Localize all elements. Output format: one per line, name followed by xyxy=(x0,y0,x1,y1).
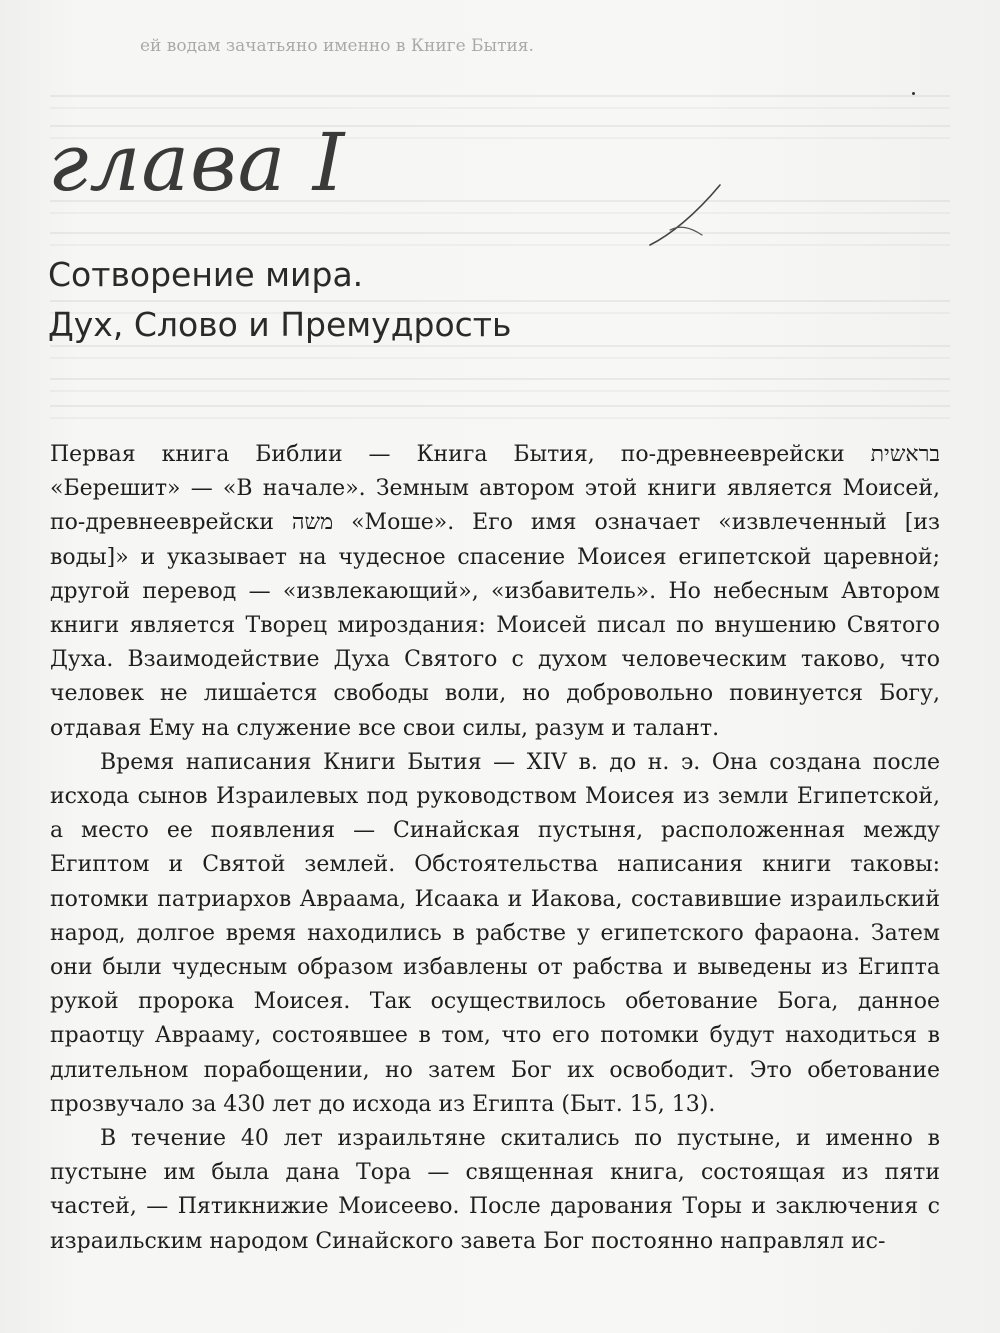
chapter-title-line-2: Дух, Слово и Премудрость xyxy=(48,305,512,344)
chapter-title-line-1: Сотворение мира. xyxy=(48,255,364,294)
paragraph: Первая книга Библии — Книга Бытия, по-древнееврейски בראשית «Берешит» — «В начале». Земным автором этой книги является Моисей, по-древнееврейски משה «Моше». Его имя означает «извлеченный [из воды]» и указывает на чудесное спасение Моисея египетской царевной; другой перевод — «извлекающий», «избавитель». Но небесным Автором книги является Творец мироздания: Моисей писал по внушению Святого Духа. Взаимодействие Духа Святого с духом человеческим таково, что человек не лишается свободы воли, но добровольно повинуется Богу, отдавая Ему на служение все свои силы, разум и талант. xyxy=(50,442,940,741)
bleed-through-line xyxy=(50,405,950,419)
chapter-title xyxy=(48,250,511,350)
bleed-through-fragment: ей водам зачатьяно именно в Книге Бытия. xyxy=(140,36,534,56)
bleed-through-line xyxy=(50,378,950,392)
bleed-through-line xyxy=(50,232,950,246)
chapter-number: глава I xyxy=(48,116,346,209)
body-text xyxy=(50,438,940,1259)
paragraph: Время написания Книги Бытия — XIV в. до н. э. Она создана после исхода сынов Израилевых под руководством Моисея из земли Египетской, а место ее появления — Синайская пустыня, расположенная между Египтом и Святой землей. Обстоятельства написания книги таковы: потомки патриархов Авраама, Исаака и Иакова, составившие израильский народ, долгое время находились в рабстве у египетского фараона. Затем они были чудесным образом избавлены от рабства и выведены из Египта рукой пророка Моисея. Так осуществилось обетование Бога, данное праотцу Аврааму, состоявшее в том, что его потомки будут находиться в длительном порабощении, но затем Бог их освободит. Это обетование прозвучало за 430 лет до исхода из Египта (Быт. 15, 13). xyxy=(50,749,940,1117)
paragraph: В течение 40 лет израильтяне скитались по пустыне, и именно в пустыне им была дана Тора — священная книга, состоящая из пяти частей, — Пятикнижие Моисеево. После дарования Торы и заключения с израильским народом Синайского завета Бог постоянно направлял ис- xyxy=(50,1126,940,1254)
bleed-through-line xyxy=(50,95,950,109)
ink-dot xyxy=(912,92,915,95)
pen-stroke-mark xyxy=(640,175,730,265)
